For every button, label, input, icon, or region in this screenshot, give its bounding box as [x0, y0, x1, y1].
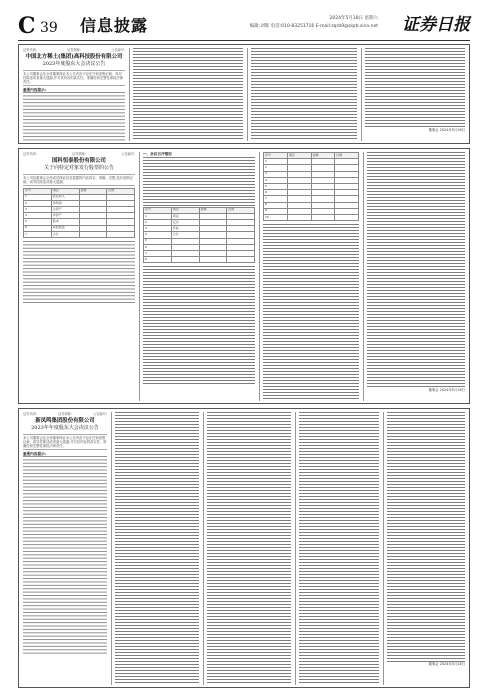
table-cell [311, 214, 335, 220]
table-row [24, 231, 135, 237]
announcement-3-header [23, 412, 107, 685]
table-cell: 合计 [171, 232, 199, 238]
announcement-3-title: 2023年年度股东大会决议公告 [31, 425, 99, 431]
table-row [144, 257, 255, 263]
announcement-2-title: 关于向特定对象发行股票的公告 [43, 165, 114, 171]
announcement-1-body-lines [23, 92, 125, 141]
table-cell: 7 [144, 250, 172, 256]
table-cell: 8 [144, 257, 172, 263]
announcement-3-statement: 本公司董事会及全体董事保证本公告内容不存在任何虚假记载、误导性陈述或者重大遗漏,并对其内容的真实性、准确性和完整性承担法律责任。 [23, 435, 107, 448]
announcement-2-signature: 董事会 2024年5月18日 [428, 388, 465, 392]
announcement-3-body-lines [23, 456, 107, 656]
table-cell: 合计 [51, 231, 79, 237]
table-cell: 8 [264, 202, 288, 208]
table-cell: 每股收益 [51, 225, 79, 231]
announcement-2-table-right: 序号 项目 金额 比例 1 2 3 4 5 6 7 8 9 10 [263, 152, 359, 221]
table-cell [335, 214, 359, 220]
announcement-2-body-col-2 [143, 152, 255, 401]
column-divider [363, 152, 364, 401]
table-cell: 4 [264, 177, 288, 183]
announcement-3-meta: 证券代码: 证券简称: 公告编号: [23, 412, 107, 416]
announcement-3-body-col-5 [387, 412, 465, 685]
table-cell: 总资产 [51, 207, 79, 213]
table-cell: 1 [24, 194, 52, 200]
announcement-block-3 [18, 408, 470, 688]
masthead-rule [18, 40, 470, 41]
announcement-3-signature: 董事会 2024年5月18日 [428, 662, 465, 666]
column-divider [361, 48, 362, 141]
announcement-1-header [23, 48, 125, 141]
table-cell [199, 257, 227, 263]
table-cell: 10 [264, 214, 288, 220]
table-cell: 9 [264, 208, 288, 214]
table-cell: 4 [24, 213, 52, 219]
table-cell: 6 [24, 225, 52, 231]
column-divider [111, 412, 112, 685]
announcement-1-body-col-4 [365, 48, 465, 141]
table-cell: 3 [264, 171, 288, 177]
announcement-2-header [23, 152, 135, 401]
announcement-1-subheading: 重要内容提示: [23, 87, 46, 92]
table-cell: 营业收入 [51, 194, 79, 200]
announcement-1-title: 2023年度股东大会决议公告 [42, 61, 106, 67]
table-cell [79, 231, 107, 237]
column-divider [383, 412, 384, 685]
column-divider [295, 412, 296, 685]
editor-contact: 编辑:刘辉 电话:010-83251716 E-mail:zqrb9@zqrb.sina.net [249, 24, 378, 29]
announcement-2-table-mid: 序号 项目 金额 比例 1 同意 2 反对 3 弃权 4 合计 5 6 7 8 [143, 207, 255, 264]
masthead [18, 14, 470, 38]
table-cell: 5 [24, 219, 52, 225]
announcement-3-subheading: 重要内容提示: [23, 451, 46, 456]
announcement-3-company: 新凤鸣集团股份有限公司 [35, 418, 95, 424]
table-cell: 净资产 [51, 213, 79, 219]
table-cell: 7 [264, 196, 288, 202]
table-cell [171, 257, 199, 263]
table-cell: 净利润 [51, 200, 79, 206]
newspaper-logo: 证券日报 [402, 15, 470, 35]
table-cell [107, 231, 135, 237]
column-divider [259, 152, 260, 401]
column-divider [129, 48, 130, 141]
announcement-2-table-left: 序号 项目 金额 比例 1 营业收入 2 净利润 3 总资产 4 净资产 5 股本 6 每股收益 7 合计 [23, 188, 135, 239]
table-cell: 2 [264, 165, 288, 171]
table-cell: 弃权 [171, 226, 199, 232]
announcement-1-company: 中国北方稀土(集团)高科技股份有限公司 [25, 54, 123, 60]
announcement-3-body-col-4 [299, 412, 379, 685]
table-cell: 6 [144, 244, 172, 250]
table-cell: 7 [24, 231, 52, 237]
announcement-1-body-col-2 [133, 48, 243, 141]
table-cell: 4 [144, 232, 172, 238]
table-cell: 2 [144, 219, 172, 225]
announcement-1-signature: 董事会 2024年5月18日 [428, 128, 465, 132]
table-cell: 5 [264, 183, 288, 189]
table-cell: 6 [264, 190, 288, 196]
table-cell: 3 [24, 207, 52, 213]
table-cell: 1 [144, 213, 172, 219]
issue-date: 2024年5月18日 星期六 [329, 16, 378, 21]
announcement-3-body-col-3 [207, 412, 291, 685]
table-cell: 反对 [171, 219, 199, 225]
announcement-2-body-lines [23, 241, 135, 303]
announcement-block-2 [18, 148, 470, 404]
table-cell: 1 [264, 159, 288, 165]
announcement-2-body-col-3 [263, 152, 359, 401]
announcement-2-body-col-4 [367, 152, 465, 401]
table-cell: 股本 [51, 219, 79, 225]
table-cell: 同意 [171, 213, 199, 219]
table-row [264, 214, 359, 220]
section-title: 信息披露 [80, 16, 149, 35]
page-number: 39 [40, 20, 58, 36]
announcement-block-1 [18, 44, 470, 144]
column-divider [139, 152, 140, 401]
column-divider [203, 412, 204, 685]
table-cell: 5 [144, 238, 172, 244]
announcement-2-statement: 本公司及董事会全体成员保证信息披露的内容真实、准确、完整,没有虚假记载、误导性陈述或重大遗漏。 [23, 174, 135, 186]
announcement-3-body-col-2 [115, 412, 199, 685]
table-cell [287, 214, 311, 220]
announcement-2-company: 国科恒泰股份有限公司 [52, 158, 106, 164]
announcement-2-meta: 证券代码: 证券简称: 公告编号: [23, 152, 135, 156]
table-cell [227, 257, 255, 263]
announcement-1-statement: 本公司董事会及全体董事保证本公告内容不存在任何虚假记载、误导性陈述或者重大遗漏,并对其内容的真实性、准确性和完整性承担法律责任。 [23, 70, 125, 86]
announcement-1-meta: 证券代码: 证券简称: 公告编号: [23, 48, 125, 52]
column-divider [247, 48, 248, 141]
announcement-2-subheading: 一、会议召开情况 [143, 152, 172, 156]
table-cell: 2 [24, 200, 52, 206]
table-cell: 3 [144, 226, 172, 232]
announcement-1-body-col-3 [251, 48, 357, 141]
section-letter: C [18, 13, 35, 39]
